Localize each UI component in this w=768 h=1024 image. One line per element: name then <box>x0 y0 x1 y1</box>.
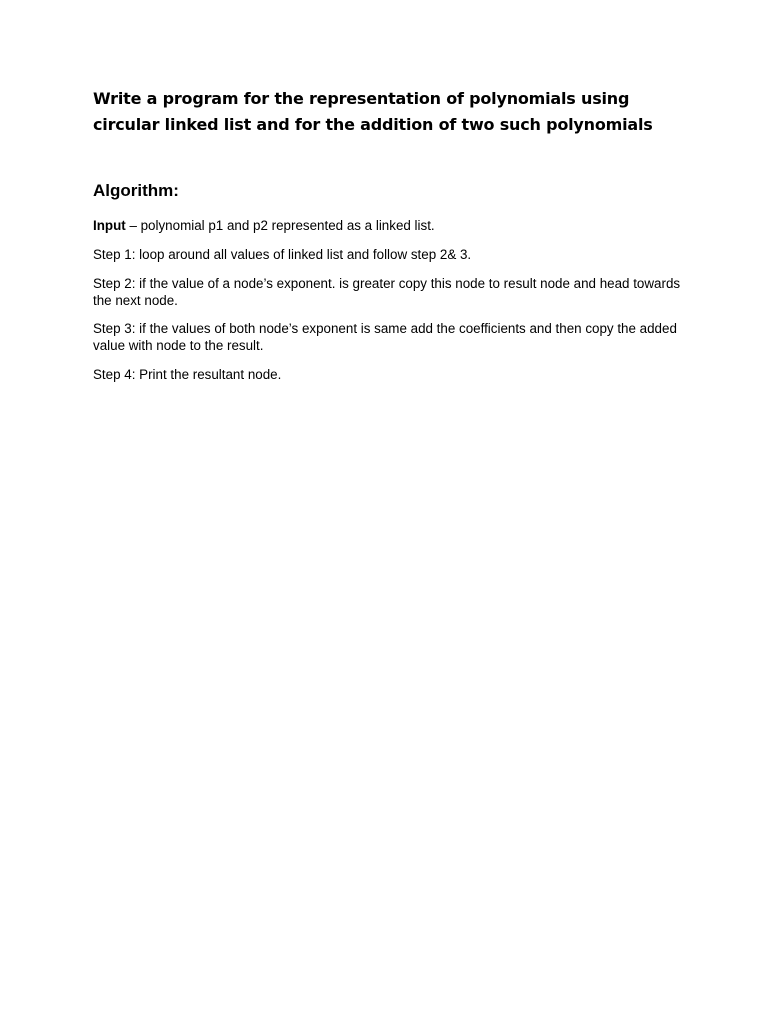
document-title: Write a program for the representation of polynomials using circular linked list and for the addition of two such polynomials <box>93 89 653 134</box>
step-2: Step 2: if the value of a node’s exponent. is greater copy this node to result node and head towards the next node. <box>93 276 681 308</box>
step-1: Step 1: loop around all values of linked list and follow step 2& 3. <box>93 247 472 262</box>
document-content <box>93 86 683 382</box>
step-3: Step 3: if the values of both node’s exponent is same add the coefficients and then copy the added value with node to the result. <box>93 321 677 353</box>
input-text: – polynomial p1 and p2 represented as a linked list. <box>125 218 435 233</box>
input-paragraph <box>93 218 683 235</box>
step-4: Step 4: Print the resultant node. <box>93 367 282 382</box>
input-label: Input <box>93 218 126 233</box>
algorithm-heading: Algorithm: <box>93 181 179 200</box>
